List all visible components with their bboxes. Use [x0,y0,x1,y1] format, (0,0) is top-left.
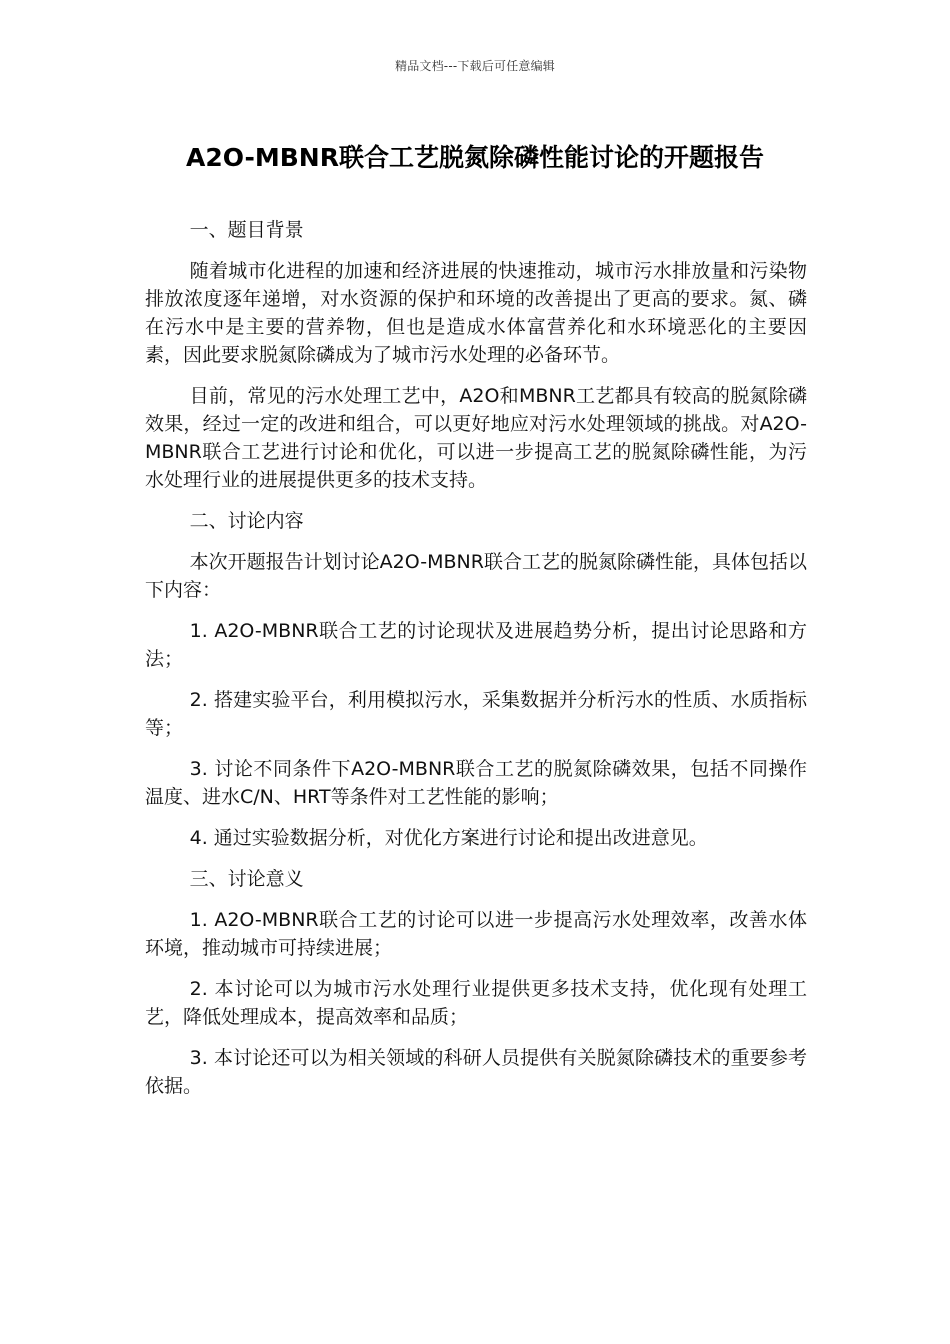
section-heading-content: 二、讨论内容 [189,510,304,532]
document-title: A2O-MBNR联合工艺脱氮除磷性能讨论的开题报告 [186,143,764,172]
section-heading-background: 一、题目背景 [189,219,304,241]
list-item: 2. 搭建实验平台，利用模拟污水，采集数据并分析污水的性质、水质指标等； [145,689,807,739]
paragraph: 本次开题报告计划讨论A2O-MBNR联合工艺的脱氮除磷性能，具体包括以下内容： [145,551,807,601]
list-item: 3. 本讨论还可以为相关领域的科研人员提供有关脱氮除磷技术的重要参考依据。 [145,1047,807,1097]
list-item: 1. A2O-MBNR联合工艺的讨论可以进一步提高污水处理效率，改善水体环境，推动城市可持续进展； [145,909,807,959]
section-heading-significance: 三、讨论意义 [189,868,304,890]
header-note: 精品文档---下载后可任意编辑 [395,59,555,73]
paragraph: 目前，常见的污水处理工艺中，A2O和MBNR工艺都具有较高的脱氮除磷效果，经过一定的改进和组合，可以更好地应对污水处理领域的挑战。对A2O-MBNR联合工艺进行讨论和优化，可以进一步提高工艺的脱氮除磷性能，为污水处理行业的进展提供更多的技术支持。 [145,385,807,491]
list-item: 2. 本讨论可以为城市污水处理行业提供更多技术支持，优化现有处理工艺，降低处理成本，提高效率和品质； [145,978,807,1028]
list-item: 4. 通过实验数据分析，对优化方案进行讨论和提出改进意见。 [189,827,708,849]
list-item: 3. 讨论不同条件下A2O-MBNR联合工艺的脱氮除磷效果，包括不同操作温度、进水C/N、HRT等条件对工艺性能的影响； [145,758,807,808]
document-body [145,216,807,1113]
list-item: 1. A2O-MBNR联合工艺的讨论现状及进展趋势分析，提出讨论思路和方法； [145,620,807,670]
paragraph: 随着城市化进程的加速和经济进展的快速推动，城市污水排放量和污染物排放浓度逐年递增，对水资源的保护和环境的改善提出了更高的要求。氮、磷在污水中是主要的营养物，但也是造成水体富营养化和水环境恶化的主要因素，因此要求脱氮除磷成为了城市污水处理的必备环节。 [145,260,807,366]
